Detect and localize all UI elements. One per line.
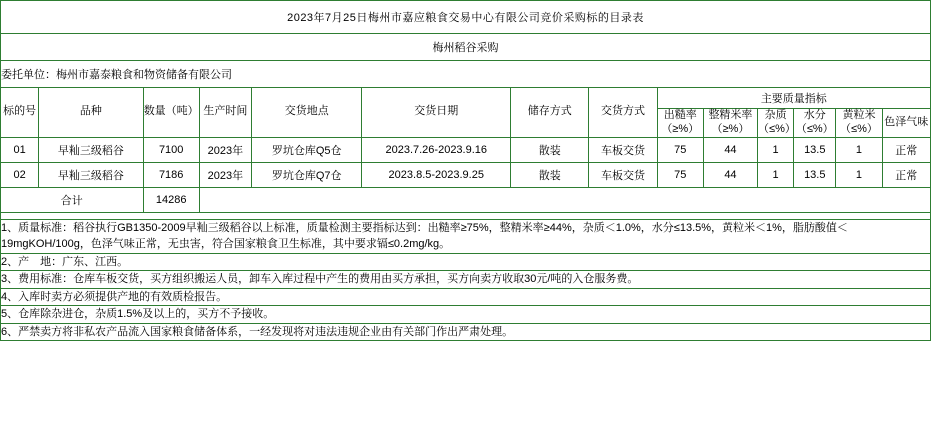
page-subtitle: 梅州稻谷采购 xyxy=(1,34,931,61)
client-line: 委托单位：梅州市嘉泰粮食和物资储备有限公司 xyxy=(1,61,931,88)
col-header-delivery-date: 交货日期 xyxy=(362,88,511,138)
col-header-production-year: 生产时间 xyxy=(199,88,251,138)
note-row xyxy=(1,306,931,324)
cell-color-smell: 正常 xyxy=(882,162,930,187)
cell-delivery-place: 罗坑仓库Q5仓 xyxy=(252,137,362,162)
total-empty-cell xyxy=(199,187,930,212)
cell-variety: 早籼三级稻谷 xyxy=(39,137,143,162)
spacer-cell xyxy=(1,212,931,219)
title-row xyxy=(1,1,931,34)
total-label: 合计 xyxy=(1,187,144,212)
cell-delivery-place: 罗坑仓库Q7仓 xyxy=(252,162,362,187)
cell-storage-mode: 散装 xyxy=(511,162,589,187)
col-header-delivery-mode: 交货方式 xyxy=(589,88,657,138)
cell-out-rice-rate: 75 xyxy=(657,162,703,187)
cell-delivery-date: 2023.7.26-2023.9.16 xyxy=(362,137,511,162)
note-fee-standard: 3、费用标准：仓库车板交货，买方组织搬运人员，卸车入库过程中产生的费用由买方承担，买方向卖方收取30元/吨的入仓服务费。 xyxy=(1,271,931,289)
cell-production-year: 2023年 xyxy=(199,162,251,187)
note-row xyxy=(1,288,931,306)
cell-impurity: 1 xyxy=(758,137,794,162)
table-row xyxy=(1,137,931,162)
col-header-whole-rice-rate: 整精米率（≥%） xyxy=(703,109,757,138)
cell-delivery-date: 2023.8.5-2023.9.25 xyxy=(362,162,511,187)
cell-yellow-rice: 1 xyxy=(836,162,882,187)
spacer-row xyxy=(1,212,931,219)
col-header-out-rice-rate: 出糙率（≥%） xyxy=(657,109,703,138)
col-header-color-smell: 色泽气味 xyxy=(882,109,930,138)
cell-moisture: 13.5 xyxy=(794,137,836,162)
table-row xyxy=(1,162,931,187)
col-header-quantity: 数量（吨） xyxy=(143,88,199,138)
col-header-delivery-place: 交货地点 xyxy=(252,88,362,138)
col-header-quality-group: 主要质量指标 xyxy=(657,88,930,109)
note-row xyxy=(1,219,931,253)
col-header-moisture: 水分（≤%） xyxy=(794,109,836,138)
cell-delivery-mode: 车板交货 xyxy=(589,137,657,162)
subtitle-row xyxy=(1,34,931,61)
note-prohibition: 6、严禁卖方将非私农产品流入国家粮食储备体系，一经发现将对违法违规企业由有关部门作出严肃处理。 xyxy=(1,323,931,341)
cell-lot-no: 01 xyxy=(1,137,39,162)
cell-out-rice-rate: 75 xyxy=(657,137,703,162)
cell-quantity: 7100 xyxy=(143,137,199,162)
total-quantity: 14286 xyxy=(143,187,199,212)
cell-moisture: 13.5 xyxy=(794,162,836,187)
note-row xyxy=(1,253,931,271)
cell-storage-mode: 散装 xyxy=(511,137,589,162)
note-quality-standard: 1、质量标准：稻谷执行GB1350-2009早籼三级稻谷以上标准，质量检测主要指标达到：出糙率≥75%，整精米率≥44%，杂质＜1.0%，水分≤13.5%，黄粒米＜1%，脂肪酸值＜19mgKOH/100g，色泽气味正常，无虫害，符合国家粮食卫生标准，其中要求镉≤0.2mg/kg。 xyxy=(1,219,931,253)
client-row xyxy=(1,61,931,88)
note-impurity-limit: 5、仓库除杂进仓，杂质1.5%及以上的，买方不予接收。 xyxy=(1,306,931,324)
col-header-variety: 品种 xyxy=(39,88,143,138)
cell-lot-no: 02 xyxy=(1,162,39,187)
cell-production-year: 2023年 xyxy=(199,137,251,162)
col-header-lot-no: 标的号 xyxy=(1,88,39,138)
note-row xyxy=(1,323,931,341)
page-title: 2023年7月25日梅州市嘉应粮食交易中心有限公司竞价采购标的目录表 xyxy=(1,1,931,34)
total-row xyxy=(1,187,931,212)
cell-variety: 早籼三级稻谷 xyxy=(39,162,143,187)
col-header-yellow-rice: 黄粒米（≤%） xyxy=(836,109,882,138)
cell-color-smell: 正常 xyxy=(882,137,930,162)
cell-whole-rice-rate: 44 xyxy=(703,162,757,187)
col-header-storage-mode: 储存方式 xyxy=(511,88,589,138)
note-inspection-report: 4、入库时卖方必须提供产地的有效质检报告。 xyxy=(1,288,931,306)
cell-yellow-rice: 1 xyxy=(836,137,882,162)
cell-delivery-mode: 车板交货 xyxy=(589,162,657,187)
cell-whole-rice-rate: 44 xyxy=(703,137,757,162)
cell-impurity: 1 xyxy=(758,162,794,187)
cell-quantity: 7186 xyxy=(143,162,199,187)
note-origin: 2、产 地：广东、江西。 xyxy=(1,253,931,271)
header-row-1 xyxy=(1,88,931,109)
col-header-impurity: 杂质（≤%） xyxy=(758,109,794,138)
note-row xyxy=(1,271,931,289)
